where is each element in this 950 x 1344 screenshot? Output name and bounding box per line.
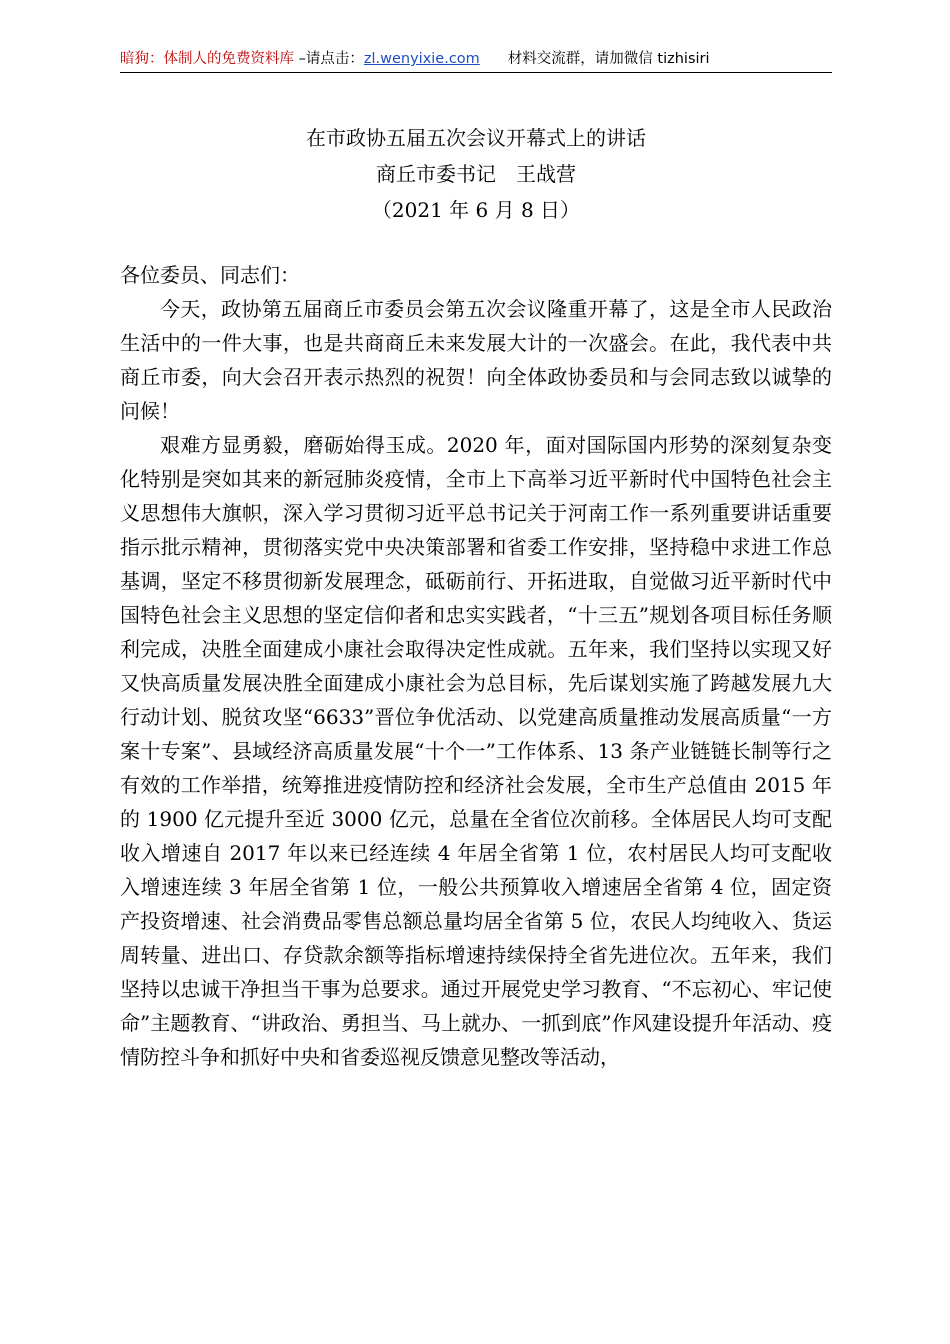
title-block: [120, 120, 832, 228]
speech-date: （2021 年 6 月 8 日）: [371, 198, 581, 222]
speaker-name: 王战营: [516, 162, 576, 186]
speaker-role: 商丘市委书记: [376, 162, 496, 186]
paragraph-achievements: 艰难方显勇毅，磨砺始得玉成。2020 年，面对国际国内形势的深刻复杂变化特别是突如其来的新冠肺炎疫情，全市上下高举习近平新时代中国特色社会主义思想伟大旗帜，深入学习贯彻习近平总书记关于河南工作一系列重要讲话重要指示批示精神，贯彻落实党中央决策部署和省委工作安排，坚持稳中求进工作总基调，坚定不移贯彻新发展理念，砥砺前行、开拓进取，自觉做习近平新时代中国特色社会主义思想的坚定信仰者和忠实实践者，“十三五”规划各项目标任务顺利完成，决胜全面建成小康社会取得决定性成就。五年来，我们坚持以实现又好又快高质量发展决胜全面建成小康社会为总目标，先后谋划实施了跨越发展九大行动计划、脱贫攻坚“6633”晋位争优活动、以党建高质量推动发展高质量“一方案十专案”、县域经济高质量发展“十个一”工作体系、13 条产业链链长制等行之有效的工作举措，统筹推进疫情防控和经济社会发展，全市生产总值由 2015 年的 1900 亿元提升至近 3000 亿元，总量在全省位次前移。全体居民人均可支配收入增速自 2017 年以来已经连续 4 年居全省第 1 位，农村居民人均可支配收入增速连续 3 年居全省第 1 位，一般公共预算收入增速居全省第 4 位，固定资产投资增速、社会消费品零售总额总量均居全省第 5 位，农民人均纯收入、货运周转量、进出口、存贷款余额等指标增速持续保持全省先进位次。五年来，我们坚持以忠诚干净担当干事为总要求。通过开展党史学习教育、“不忘初心、牢记使命”主题教育、“讲政治、勇担当、马上就办、一抓到底”作风建设提升年活动、疫情防控斗争和抓好中央和省委巡视反馈意见整改等活动，: [120, 433, 832, 1069]
document-title: 在市政协五届五次会议开幕式上的讲话: [306, 126, 646, 150]
header-url-link[interactable]: zl.wenyixie.com: [363, 51, 480, 67]
page-header: [120, 46, 832, 72]
speaker-line: [120, 156, 832, 192]
header-brand: 暗狗：体制人的免费资料库: [120, 51, 294, 67]
header-contact: 材料交流群，请加微信 tizhisiri: [507, 51, 710, 67]
salutation: 各位委员、同志们：: [120, 263, 300, 287]
header-prompt: –请点击：: [294, 51, 364, 67]
paragraph-opening: 今天，政协第五届商丘市委员会第五次会议隆重开幕了，这是全市人民政治生活中的一件大事，也是共商商丘未来发展大计的一次盛会。在此，我代表中共商丘市委，向大会召开表示热烈的祝贺！向全体政协委员和与会同志致以诚挚的问候！: [120, 297, 832, 423]
speech-body: [120, 258, 832, 1074]
header-divider: [120, 72, 832, 73]
